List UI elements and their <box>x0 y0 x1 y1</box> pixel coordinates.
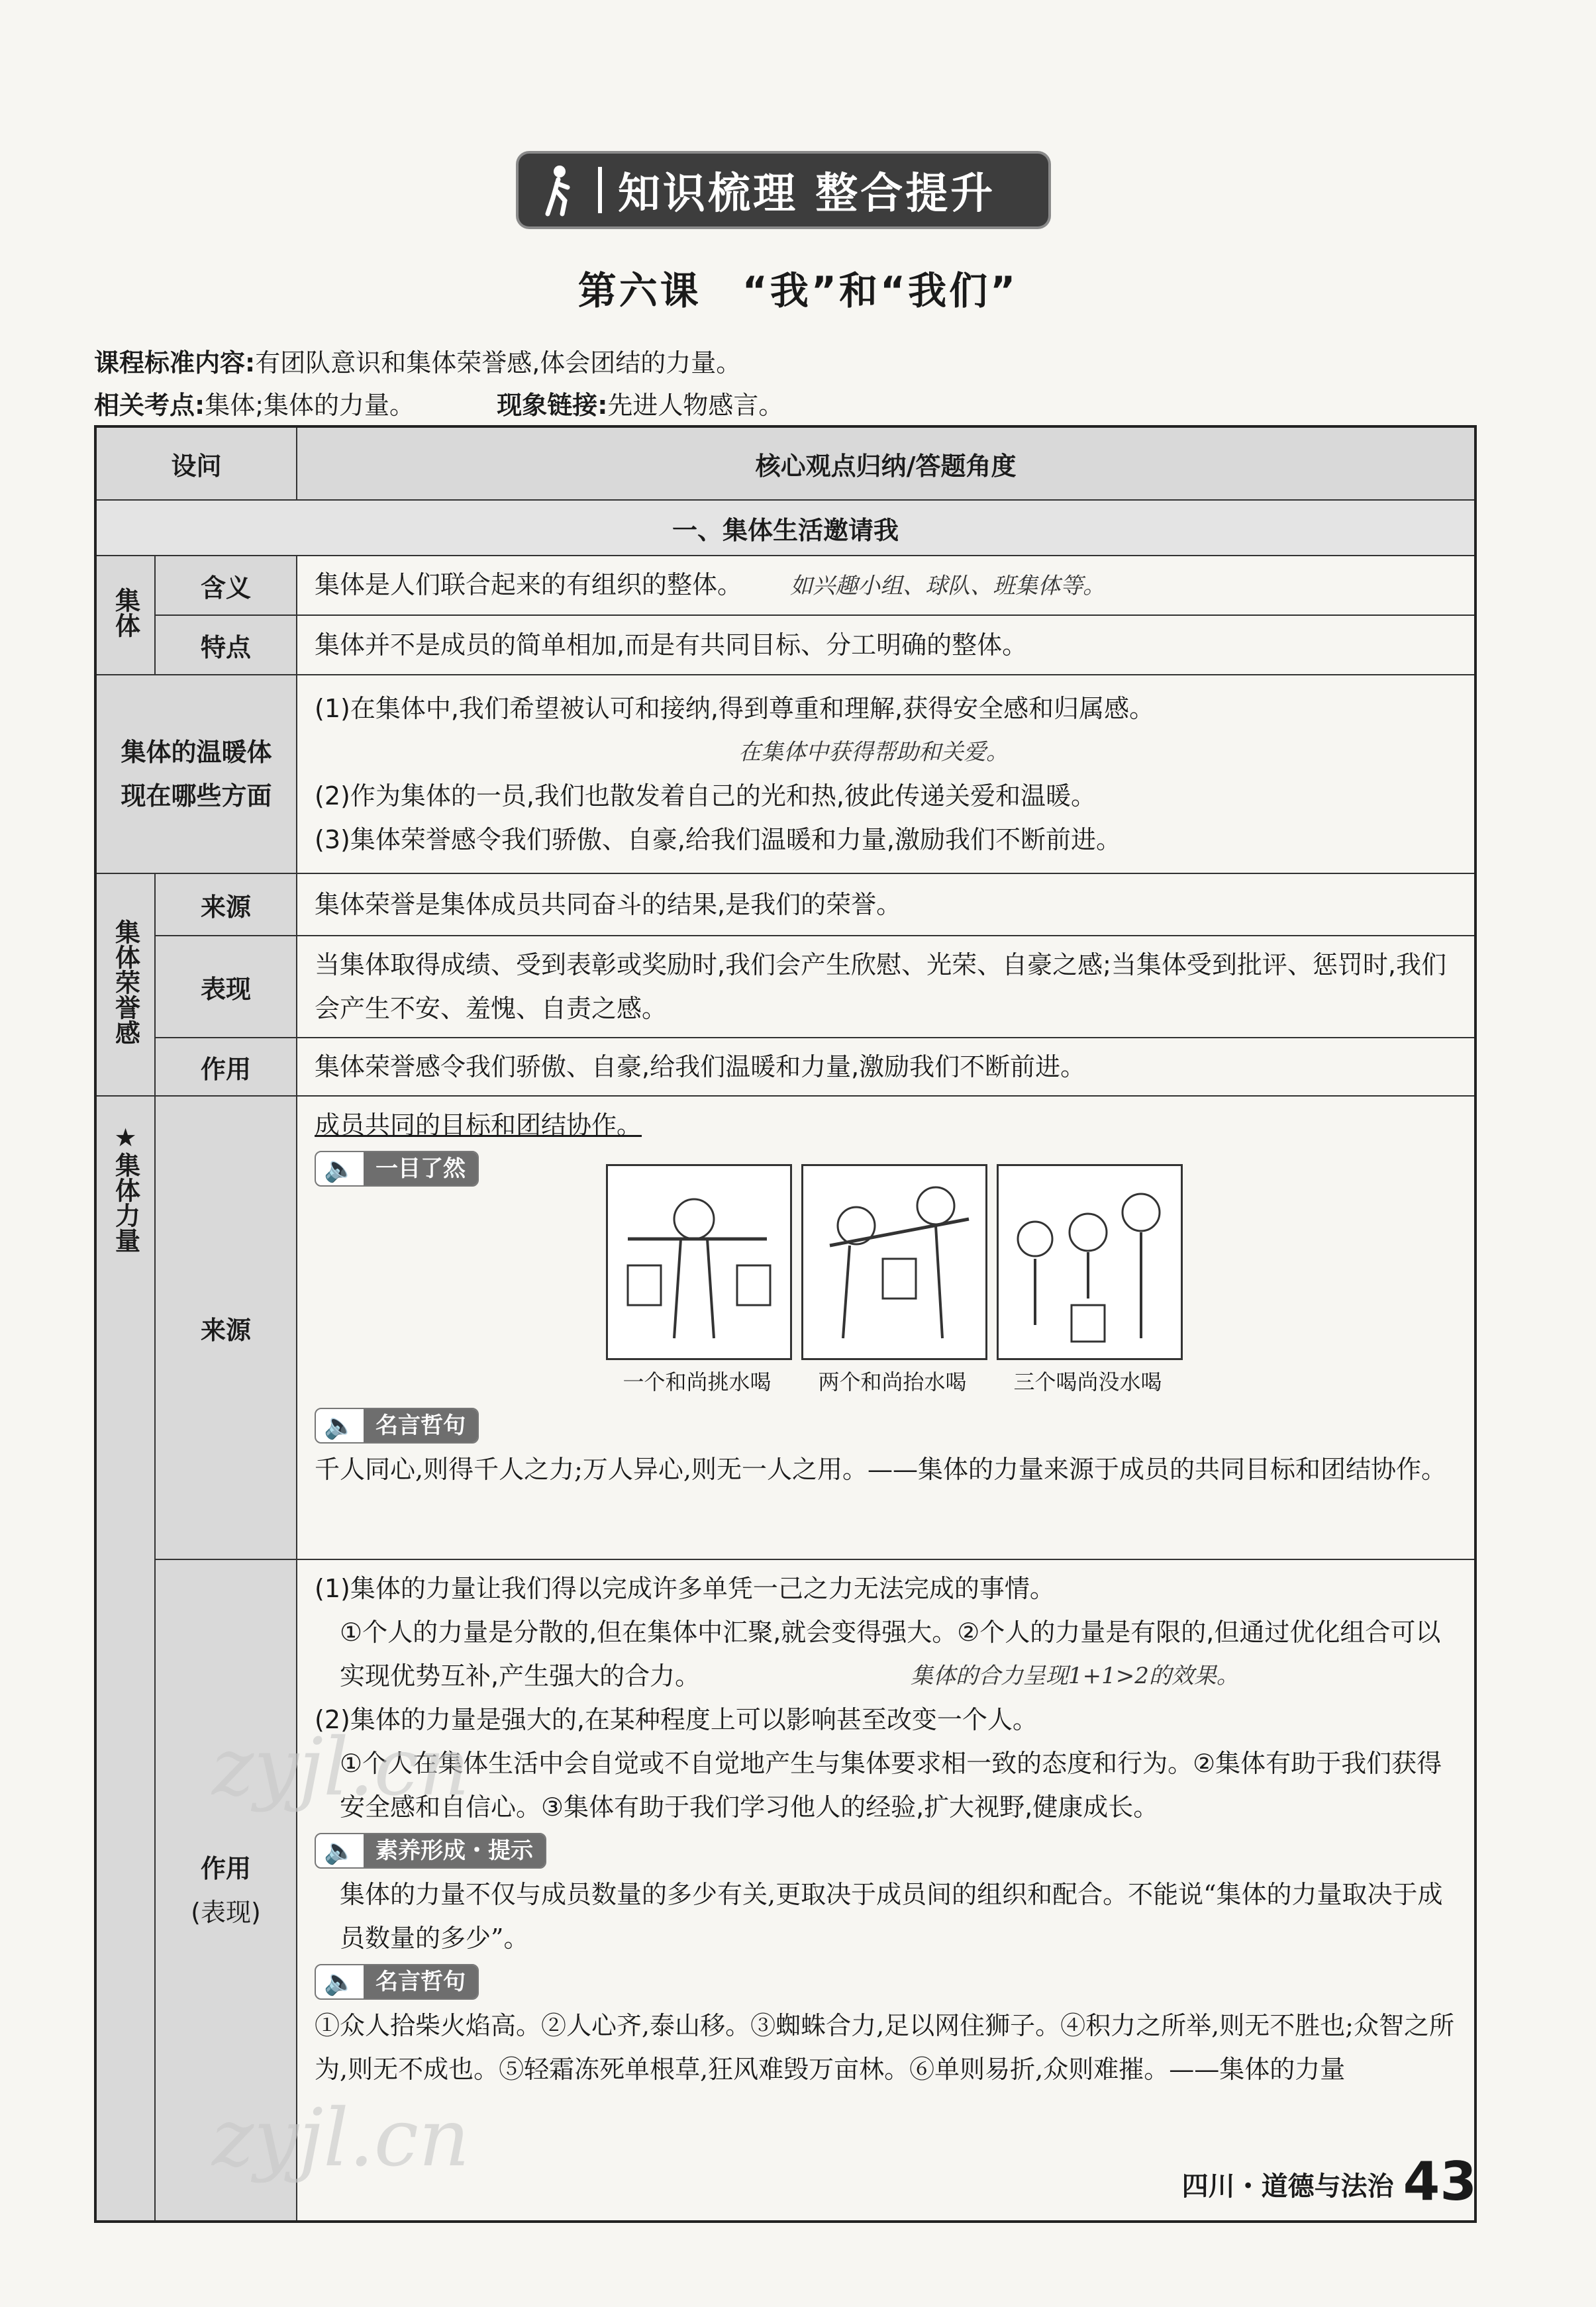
knowledge-table <box>94 425 1477 2223</box>
pe-1a: ①个人的力量是分散的,但在集体中汇聚,就会变得强大。②个人的力量是有限的,但通过优化组合可以实现优势互补,产生强大的合力。 <box>340 1618 1441 1691</box>
perf-label: 表现 <box>155 936 297 1038</box>
p-source-cell <box>297 1096 1475 1559</box>
feature-label: 特点 <box>155 615 297 675</box>
page-number: 43 <box>1403 2151 1477 2212</box>
speaker-icon: 🔈 <box>324 1154 356 1183</box>
section-banner <box>519 154 1048 226</box>
tag-quote-2: 🔈 名言哲句 <box>315 1964 479 2000</box>
warm-note: 在集体中获得帮助和关爱。 <box>738 739 1009 765</box>
standard-text: 有团队意识和集体荣誉感,体会团结的力量。 <box>255 348 742 377</box>
runner-icon <box>519 154 598 226</box>
meaning-cell <box>297 556 1475 615</box>
tag-hint: 🔈 素养形成・提示 <box>315 1833 546 1869</box>
points-text: 集体;集体的力量。 <box>205 391 415 420</box>
quote-2: ①众人拾柴火焰高。②人心齐,泰山移。③蜘蛛合力,足以网住狮子。④积力之所举,则无不胜也;众智之所为,则无不成也。⑤轻霜冻死单根草,狂风难毁万亩林。⑥单则易折,众则难摧。——集体的力量 <box>315 2011 1455 2084</box>
picture-2 <box>801 1164 983 1404</box>
warm-cell <box>297 675 1475 873</box>
meaning-text: 集体是人们联合起来的有组织的整体。 <box>315 570 743 599</box>
warm-label: 集体的温暖体现在哪些方面 <box>95 675 297 873</box>
watermark-2: zyjl.cn <box>212 2092 470 2184</box>
warm-2: (2)作为集体的一员,我们也散发着自己的光和热,彼此传递关爱和温暖。 <box>315 781 1097 810</box>
meaning-label: 含义 <box>155 556 297 615</box>
source-text: 集体荣誉是集体成员共同奋斗的结果,是我们的荣誉。 <box>297 873 1475 936</box>
points-line <box>94 388 783 422</box>
p-source-text: 成员共同的目标和团结协作。 <box>315 1110 642 1140</box>
meaning-note: 如兴趣小组、球队、班集体等。 <box>790 573 1106 599</box>
collective-label: 集体 <box>95 556 155 675</box>
honor-label: 集体荣誉感 <box>95 873 155 1096</box>
picture-3 <box>997 1164 1179 1404</box>
speaker-icon: 🔈 <box>324 1411 356 1440</box>
effect-label: 作用 <box>155 1038 297 1096</box>
source-label: 来源 <box>155 873 297 936</box>
link-label: 现象链接: <box>497 391 608 420</box>
p-source-label: 来源 <box>155 1096 297 1559</box>
speaker-icon: 🔈 <box>324 1836 356 1865</box>
banner-divider <box>598 167 602 213</box>
speaker-icon: 🔈 <box>324 1967 356 1996</box>
watermark-1: zyjl.cn <box>212 1722 470 1814</box>
points-label: 相关考点: <box>94 391 205 420</box>
head-answer: 核心观点归纳/答题角度 <box>297 426 1475 500</box>
pe-2: (2)集体的力量是强大的,在某种程度上可以影响甚至改变一个人。 <box>315 1705 1038 1734</box>
power-label: ★集体力量 <box>95 1096 155 2222</box>
effect-text: 集体荣誉感令我们骄傲、自豪,给我们温暖和力量,激励我们不断前进。 <box>297 1038 1475 1096</box>
picture-3-caption: 三个喝尚没水喝 <box>1013 1369 1162 1395</box>
head-question: 设问 <box>95 426 297 500</box>
tag-quote-1: 🔈 名言哲句 <box>315 1408 479 1444</box>
pe-1: (1)集体的力量让我们得以完成许多单凭一己之力无法完成的事情。 <box>315 1574 1055 1603</box>
lesson-title: 第六课 “我”和“我们” <box>577 268 1019 313</box>
tag-glance: 🔈 一目了然 <box>315 1151 479 1187</box>
picture-1-caption: 一个和尚挑水喝 <box>623 1369 772 1395</box>
p-effect-cell <box>297 1559 1475 2222</box>
p-effect-label: 作用 (表现) <box>155 1559 297 2222</box>
picture-1 <box>606 1164 788 1404</box>
monk-pictures <box>606 1164 1457 1404</box>
feature-text: 集体并不是成员的简单相加,而是有共同目标、分工明确的整体。 <box>297 615 1475 675</box>
standard-label: 课程标准内容: <box>94 348 256 377</box>
standard-line <box>94 346 741 380</box>
hint-text: 集体的力量不仅与成员数量的多少有关,更取决于成员间的组织和配合。不能说“集体的力量取决于成员数量的多少”。 <box>340 1880 1443 1953</box>
warm-1: (1)在集体中,我们希望被认可和接纳,得到尊重和理解,获得安全感和归属感。 <box>315 694 1155 723</box>
pe-2a: ①个人在集体生活中会自觉或不自觉地产生与集体要求相一致的态度和行为。②集体有助于我们获得安全感和自信心。③集体有助于我们学习他人的经验,扩大视野,健康成长。 <box>340 1749 1442 1822</box>
link-text: 先进人物感言。 <box>607 391 784 420</box>
footer-label: 四川・道德与法治 <box>1181 2171 1394 2202</box>
quote-1: 千人同心,则得千人之力;万人异心,则无一人之用。——集体的力量来源于成员的共同目标和团结协作。 <box>315 1455 1446 1484</box>
pe-note: 集体的合力呈现1+1>2的效果。 <box>911 1663 1239 1689</box>
warm-3: (3)集体荣誉感令我们骄傲、自豪,给我们温暖和力量,激励我们不断前进。 <box>315 825 1122 854</box>
perf-text: 当集体取得成绩、受到表彰或奖励时,我们会产生欣慰、光荣、自豪之感;当集体受到批评、惩罚时,我们会产生不安、羞愧、自责之感。 <box>297 936 1475 1038</box>
section-heading: 一、集体生活邀请我 <box>95 500 1475 556</box>
picture-2-caption: 两个和尚抬水喝 <box>818 1369 967 1395</box>
banner-title: 知识梳理 整合提升 <box>618 170 996 219</box>
page-footer <box>1181 2151 1477 2212</box>
